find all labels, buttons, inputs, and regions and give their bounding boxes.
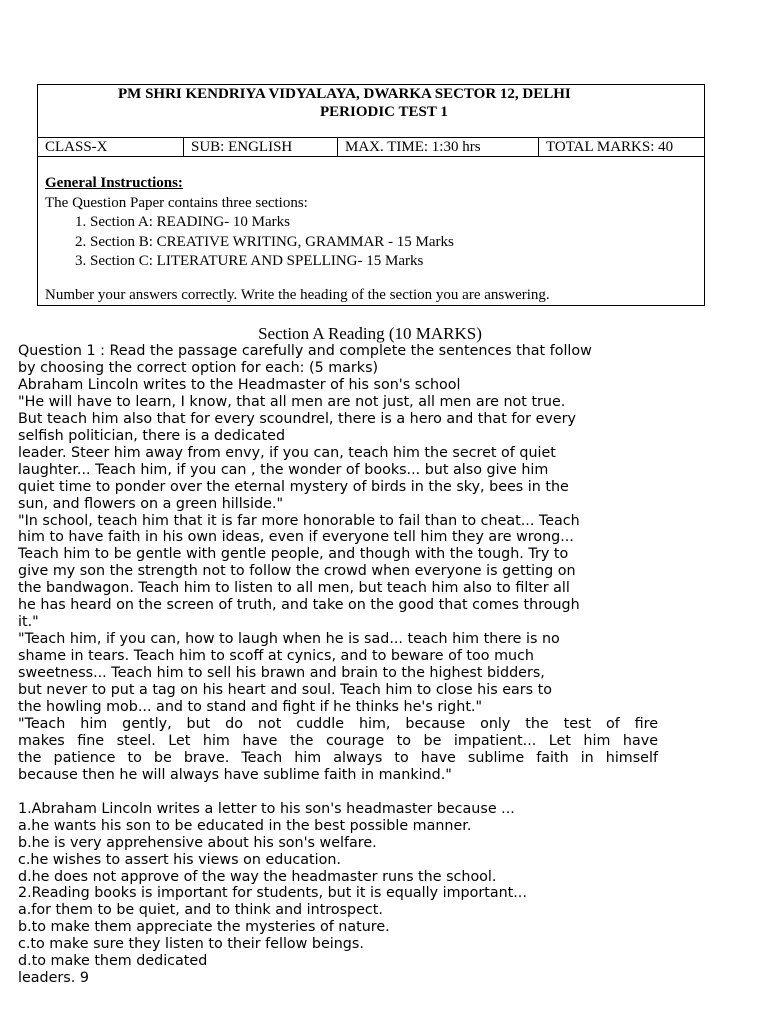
- passage-line: give my son the strength not to follow the crowd when everyone is getting on: [18, 563, 576, 580]
- subject-cell: SUB: ENGLISH: [184, 138, 338, 156]
- question-line: c.to make sure they listen to their fellow beings.: [18, 936, 364, 953]
- reading-passage: [18, 343, 658, 987]
- instruction-item: 2. Section B: CREATIVE WRITING, GRAMMAR - 15 Marks: [90, 233, 704, 253]
- question-line: b.he is very apprehensive about his son's welfare.: [18, 834, 377, 851]
- question-line: 2.Reading books is important for students, but it is equally important...: [18, 885, 527, 902]
- max-time-cell: MAX. TIME: 1:30 hrs: [338, 138, 539, 156]
- instructions-note: Number your answers correctly. Write the heading of the section you are answering.: [45, 286, 550, 303]
- passage-lines: [18, 343, 658, 716]
- passage-line: "Teach him gently, but do not cuddle him, because only the test of fire: [18, 715, 658, 732]
- question-line: a.he wants his son to be educated in the best possible manner.: [18, 817, 472, 834]
- passage-line: Question 1 : Read the passage carefully and complete the sentences that follow: [18, 343, 592, 359]
- instructions-list: [45, 213, 704, 272]
- spacer: [18, 784, 658, 801]
- exam-info-row: [38, 138, 704, 157]
- instruction-item: 1. Section A: READING- 10 Marks: [90, 213, 704, 233]
- title-area: [38, 85, 704, 138]
- section-title: Section A Reading (10 MARKS): [258, 324, 482, 343]
- question-line: a.for them to be quiet, and to think and introspect.: [18, 902, 383, 919]
- passage-line: makes fine steel. Let him have the courage to be impatient... Let him have: [18, 732, 658, 749]
- question-line: b.to make them appreciate the mysteries of nature.: [18, 919, 390, 936]
- general-instructions: [38, 157, 704, 305]
- passage-line: sweetness... Teach him to sell his brawn and brain to the highest bidders,: [18, 665, 545, 682]
- passage-line: "In school, teach him that it is far more honorable to fail than to cheat... Teach: [18, 512, 580, 529]
- passage-line: selfish politician, there is a dedicated: [18, 427, 286, 444]
- passage-line: shame in tears. Teach him to scoff at cynics, and to beware of too much: [18, 648, 534, 665]
- questions: [18, 801, 658, 987]
- instruction-item: 3. Section C: LITERATURE AND SPELLING- 15 Marks: [90, 252, 704, 272]
- passage-line: "Teach him, if you can, how to laugh when he is sad... teach him there is no: [18, 631, 560, 648]
- passage-line: the bandwagon. Teach him to listen to all men, but teach him also to filter all: [18, 580, 570, 597]
- passage-line: he has heard on the screen of truth, and take on the good that comes through: [18, 597, 580, 614]
- class-cell: CLASS-X: [38, 138, 184, 156]
- passage-line: but never to put a tag on his heart and soul. Teach him to close his ears to: [18, 682, 552, 699]
- passage-line: because then he will always have sublime faith in mankind.": [18, 766, 452, 783]
- passage-line: laughter... Teach him, if you can , the wonder of books... but also give him: [18, 461, 549, 478]
- instructions-intro: The Question Paper contains three sections:: [45, 194, 308, 211]
- question-line: leaders. 9: [18, 970, 89, 987]
- exam-header: [37, 84, 705, 306]
- passage-line: quiet time to ponder over the eternal mystery of birds in the sky, bees in the: [18, 478, 569, 495]
- passage-line: it.": [18, 614, 39, 631]
- question-line: 1.Abraham Lincoln writes a letter to his son's headmaster because ...: [18, 800, 515, 817]
- instructions-heading: General Instructions:: [45, 175, 183, 191]
- passage-line: sun, and flowers on a green hillside.": [18, 495, 284, 512]
- passage-line: the howling mob... and to stand and fight if he thinks he's right.": [18, 699, 483, 716]
- test-name: PERIODIC TEST 1: [320, 104, 448, 120]
- question-line: d.to make them dedicated: [18, 953, 208, 970]
- passage-line: him to have faith in his own ideas, even if everyone tell him they are wrong...: [18, 529, 574, 546]
- total-marks-cell: TOTAL MARKS: 40: [546, 139, 674, 155]
- passage-line: the patience to be brave. Teach him always to have sublime faith in himself: [18, 749, 658, 766]
- question-line: c.he wishes to assert his views on education.: [18, 851, 341, 868]
- passage-line: Abraham Lincoln writes to the Headmaster of his son's school: [18, 376, 461, 393]
- passage-line: But teach him also that for every scoundrel, there is a hero and that for every: [18, 410, 576, 427]
- school-name: PM SHRI KENDRIYA VIDYALAYA, DWARKA SECTOR 12, DELHI: [118, 86, 571, 102]
- passage-line: by choosing the correct option for each: (5 marks): [18, 359, 379, 376]
- passage-justified: [18, 716, 658, 767]
- passage-line: leader. Steer him away from envy, if you can, teach him the secret of quiet: [18, 444, 556, 461]
- passage-line: Teach him to be gentle with gentle people, and though with the tough. Try to: [18, 546, 569, 563]
- passage-line: "He will have to learn, I know, that all men are not just, all men are not true.: [18, 393, 566, 410]
- question-line: d.he does not approve of the way the headmaster runs the school.: [18, 868, 497, 885]
